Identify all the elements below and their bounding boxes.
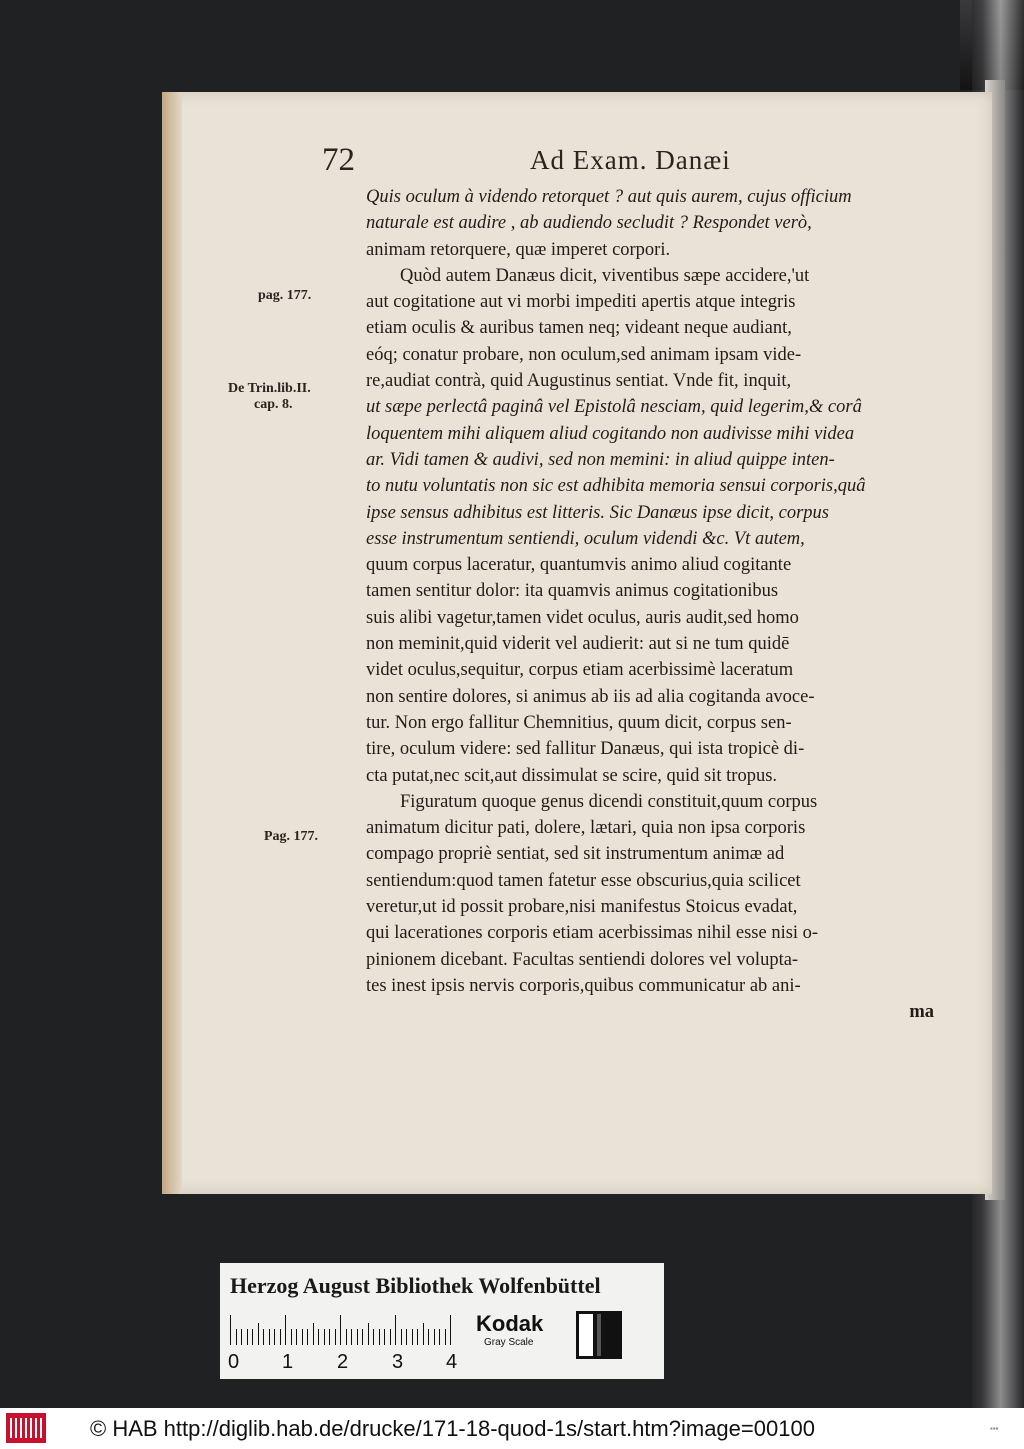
- text-line: ut sæpe perlectâ paginâ vel Epistolâ nesciam, quid legerim,& corâ: [366, 397, 862, 418]
- ruler-tick: [450, 1315, 451, 1345]
- ruler-tick: [329, 1329, 330, 1345]
- ruler-tick: [269, 1329, 270, 1345]
- ruler-number: 4: [446, 1351, 458, 1373]
- text-line: tamen sentitur dolor: ita quamvis animus cogitationibus: [366, 581, 779, 602]
- ruler-tick: [423, 1323, 424, 1345]
- footer-copyright-url[interactable]: © HAB http://diglib.hab.de/drucke/171-18-quod-1s/start.htm?image=00100: [90, 1416, 815, 1441]
- kodak-logo: Kodak: [476, 1311, 544, 1336]
- text-line: quum corpus laceratur, quantumvis animo aliud cogitante: [366, 555, 792, 576]
- ruler-tick: [390, 1329, 391, 1345]
- ruler-tick: [445, 1329, 446, 1345]
- ruler-tick: [324, 1329, 325, 1345]
- ruler-number: 0: [228, 1351, 240, 1373]
- text-line: Quòd autem Danæus dicit, viventibus sæpe accidere,'ut: [400, 265, 810, 286]
- text-line: tur. Non ergo fallitur Chemnitius, quum dicit, corpus sen-: [366, 712, 792, 733]
- library-name: Herzog August Bibliothek Wolfenbüttel: [230, 1273, 601, 1298]
- ruler-tick: [406, 1329, 407, 1345]
- ruler-tick: [368, 1323, 369, 1345]
- ruler-tick: [362, 1329, 363, 1345]
- text-line: sentiendum:quod tamen fatetur esse obscurius,quia scilicet: [366, 870, 801, 891]
- ruler-tick: [318, 1329, 319, 1345]
- margin-note-line: De Trin.lib.II.: [228, 381, 311, 396]
- ruler-tick: [263, 1329, 264, 1345]
- footer-bar: [0, 1408, 1024, 1449]
- text-line: pinionem dicebant. Facultas sentiendi dolores vel volupta-: [366, 949, 799, 970]
- ruler-tick: [258, 1323, 259, 1345]
- ruler-tick: [379, 1329, 380, 1345]
- text-line: animatum dicitur pati, dolere, lætari, quia non ipsa corporis: [366, 818, 806, 839]
- ruler-tick: [428, 1329, 429, 1345]
- ruler-tick: [302, 1329, 303, 1345]
- ruler-number: 3: [392, 1351, 404, 1373]
- ruler-number: 2: [337, 1351, 349, 1373]
- ruler-tick: [313, 1323, 314, 1345]
- ruler-tick: [357, 1329, 358, 1345]
- library-label-card: [220, 1263, 664, 1379]
- text-line: re,audiat contrà, quid Augustinus sentiat. Vnde fit, inquit,: [366, 371, 792, 392]
- ruler-tick: [236, 1329, 237, 1345]
- ruler-tick: [346, 1329, 347, 1345]
- ruler-tick: [335, 1329, 336, 1345]
- ruler-tick: [241, 1329, 242, 1345]
- ruler-tick: [412, 1329, 413, 1345]
- ruler-tick: [373, 1329, 374, 1345]
- ruler-tick: [434, 1329, 435, 1345]
- ruler-tick: [252, 1329, 253, 1345]
- margin-note: pag. 177.: [258, 288, 312, 303]
- text-line: eóq; conatur probare, non oculum,sed animam ipsam vide-: [366, 344, 802, 365]
- measuring-ruler: [230, 1315, 456, 1345]
- text-line: tire, oculum videre: sed fallitur Danæus, qui ista tropicè di-: [366, 739, 805, 760]
- text-line: loquentem mihi aliquem aliud cogitando non audivisse mihi videa: [366, 423, 855, 444]
- hab-logo-icon: [6, 1413, 46, 1443]
- ruler-tick: [351, 1329, 352, 1345]
- ruler-tick: [439, 1329, 440, 1345]
- gray-scale-swatch: [576, 1311, 622, 1359]
- ruler-tick: [384, 1329, 385, 1345]
- text-line: etiam oculis & auribus tamen neq; videant neque audiant,: [366, 318, 792, 339]
- footer-mark: ▪▪▪: [990, 1424, 999, 1433]
- text-line: suis alibi vagetur,tamen videt oculus, auris audit,sed homo: [366, 607, 799, 628]
- ruler-tick: [296, 1329, 297, 1345]
- ruler-tick: [230, 1315, 231, 1345]
- text-line: ipse sensus adhibitus est litteris. Sic Danæus ipse dicit, corpus: [366, 502, 830, 523]
- ruler-tick: [401, 1329, 402, 1345]
- text-line: cta putat,nec scit,aut dissimulat se scire, quid sit tropus.: [366, 765, 778, 786]
- page-gutter-edge: [162, 92, 182, 1194]
- ruler-tick: [247, 1329, 248, 1345]
- text-line: compago propriè sentiat, sed sit instrumentum animæ ad: [366, 844, 785, 865]
- text-line: esse instrumentum sentiendi, oculum videndi &c. Vt autem,: [366, 528, 805, 549]
- text-line: Figuratum quoque genus dicendi constituit,quum corpus: [400, 791, 818, 812]
- ruler-tick: [280, 1329, 281, 1345]
- text-line: qui lacerationes corporis etiam acerbissimas nihil esse nisi o-: [366, 923, 819, 944]
- margin-note-line: cap. 8.: [254, 397, 293, 412]
- text-line: non meminit,quid viderit vel audierit: aut si ne tum quidē: [366, 634, 790, 655]
- ruler-tick: [340, 1315, 341, 1345]
- text-line: to nutu voluntatis non sic est adhibita memoria sensui corporis,quâ: [366, 476, 866, 497]
- page-text-body: [366, 184, 934, 1026]
- text-line: Quis oculum à videndo retorquet ? aut quis aurem, cujus officium: [366, 187, 852, 207]
- margin-note: [228, 381, 311, 413]
- text-line: animam retorquere, quæ imperet corpori.: [366, 239, 671, 260]
- ruler-tick: [291, 1329, 292, 1345]
- gray-scale-label: Gray Scale: [484, 1337, 534, 1348]
- page-number: 72: [322, 142, 355, 178]
- text-line: naturale est audire , ab audiendo secludit ? Respondet verò,: [366, 213, 812, 234]
- text-line: ma: [909, 1002, 934, 1023]
- text-line: non sentire dolores, si animus ab iis ad alia cogitanda avoce-: [366, 686, 815, 707]
- ruler-tick: [274, 1329, 275, 1345]
- text-line: ar. Vidi tamen & audivi, sed non memini: in aliud quippe inten-: [366, 449, 835, 470]
- text-line: videt oculus,sequitur, corpus etiam acerbissimè laceratum: [366, 660, 794, 681]
- running-head: Ad Exam. Danæi: [530, 145, 731, 175]
- margin-note: Pag. 177.: [264, 829, 319, 844]
- text-line: veretur,ut id possit probare,nisi manifestus Stoicus evadat,: [366, 897, 798, 918]
- ruler-number: 1: [282, 1351, 294, 1373]
- text-line: aut cogitatione aut vi morbi impediti apertis atque integris: [366, 292, 796, 313]
- text-line: tes inest ipsis nervis corporis,quibus communicatur ab ani-: [366, 975, 801, 996]
- ruler-tick: [307, 1329, 308, 1345]
- ruler-tick: [395, 1315, 396, 1345]
- ruler-tick: [285, 1315, 286, 1345]
- ruler-tick: [417, 1329, 418, 1345]
